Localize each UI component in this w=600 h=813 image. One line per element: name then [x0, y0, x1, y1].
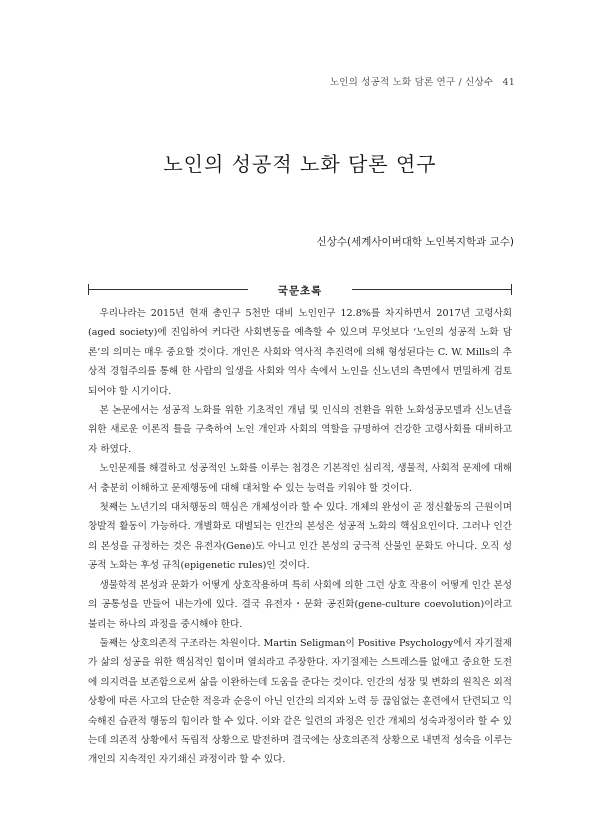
running-header: [330, 74, 515, 88]
paper-title: 노인의 성공적 노화 담론 연구: [163, 152, 437, 176]
abstract-paragraph: 우리나라는 2015년 현재 총인구 5천만 대비 노인인구 12.8%를 차지하면서 2017년 고령사회(aged society)에 진입하여 커다란 사회변동을 예측할 수 있으며 무엇보다 ‘노인의 성공적 노화 담론’의 의미는 매우 중요할 것이다. 개인은 사회와 역사적 추진력에 의해 형성된다는 C. W. Mills의 추상적 경험주의를 통해 한 사람의 일생을 사회와 역사 속에서 노인을 신노년의 측면에서 면밀하게 검토되어야 할 시기이다.: [88, 308, 512, 397]
rule-right-line: [352, 289, 512, 290]
abstract-body: [88, 304, 512, 770]
author-affiliation: 신상수(세계사이버대학 노인복지학과 교수): [316, 236, 514, 248]
rule-left-line: [88, 289, 248, 290]
abstract-paragraph: 첫째는 노년기의 대처행동의 핵심은 개체성이라 할 수 있다. 개체의 완성이 곧 정신활동의 근원이며 창발적 활동이 가능하다. 개별화로 대별되는 인간의 본성은 성공적 노화의 핵심요인이다. 그러나 인간의 본성을 규정하는 것은 유전자(Gene)도 아니고 인간 본성의 궁극적 산물인 문화도 아니다. 오직 성공적 노화는 후성 규칙(epigenetic rules)인 것이다.: [88, 502, 512, 572]
rule-right-cap: [511, 284, 512, 295]
running-title: 노인의 성공적 노화 담론 연구 / 신상수: [329, 77, 494, 88]
abstract-paragraph: 생물학적 본성과 문화가 어떻게 상호작용하며 특히 사회에 의한 그런 상호 작용이 어떻게 인간 본성의 공통성을 만들어 내는가에 있다. 결국 유전자・문화 공진화(gene-culture coevolution)이라고 불리는 하나의 과정을 중시해야 한다.: [88, 579, 512, 630]
abstract-paragraph: 노인문제를 해결하고 성공적인 노화를 이루는 첩경은 기본적인 심리적, 생물적, 사회적 문제에 대해서 충분히 이해하고 문제행동에 대해 대처할 수 있는 능력을 키워야 할 것이다.: [88, 463, 512, 494]
page-number: 41: [502, 77, 515, 88]
abstract-heading: 국문초록: [277, 285, 323, 297]
abstract-heading-rule: [88, 284, 512, 296]
abstract-paragraph: 본 논문에서는 성공적 노화를 위한 기초적인 개념 및 인식의 전환을 위한 노화성공모델과 신노년을 위한 새로운 이론적 틀을 구축하여 노인 개인과 사회의 역할을 규명하여 건강한 고령사회를 대비하고자 하였다.: [88, 405, 512, 455]
abstract-paragraph: 둘째는 상호의존적 구조라는 차원이다. Martin Seligman이 Positive Psychology에서 자기절제가 삶의 성공을 위한 핵심적인 힘이며 열쇠라고 주장한다. 자기절제는 스트레스를 없애고 중요한 도전에 의지력을 보존함으로써 삶을 이완하는데 도움을 준다는 것이다. 인간의 성장 및 변화의 원칙은 외적 상황에 따른 사고의 단순한 적응과 순응이 아닌 인간의 의지와 노력 등 끊임없는 훈련에서 단련되고 익숙해진 습관적 행동의 힘이라 할 수 있다. 이와 같은 일련의 과정은 인간 개체의 성숙과정이라 할 수 있는데 의존적 상황에서 독립적 상황으로 발전하며 결국에는 상호의존적 상황으로 내면적 성숙을 이루는 개인의 지속적인 자기쇄신 과정이라 할 수 있다.: [88, 637, 512, 766]
